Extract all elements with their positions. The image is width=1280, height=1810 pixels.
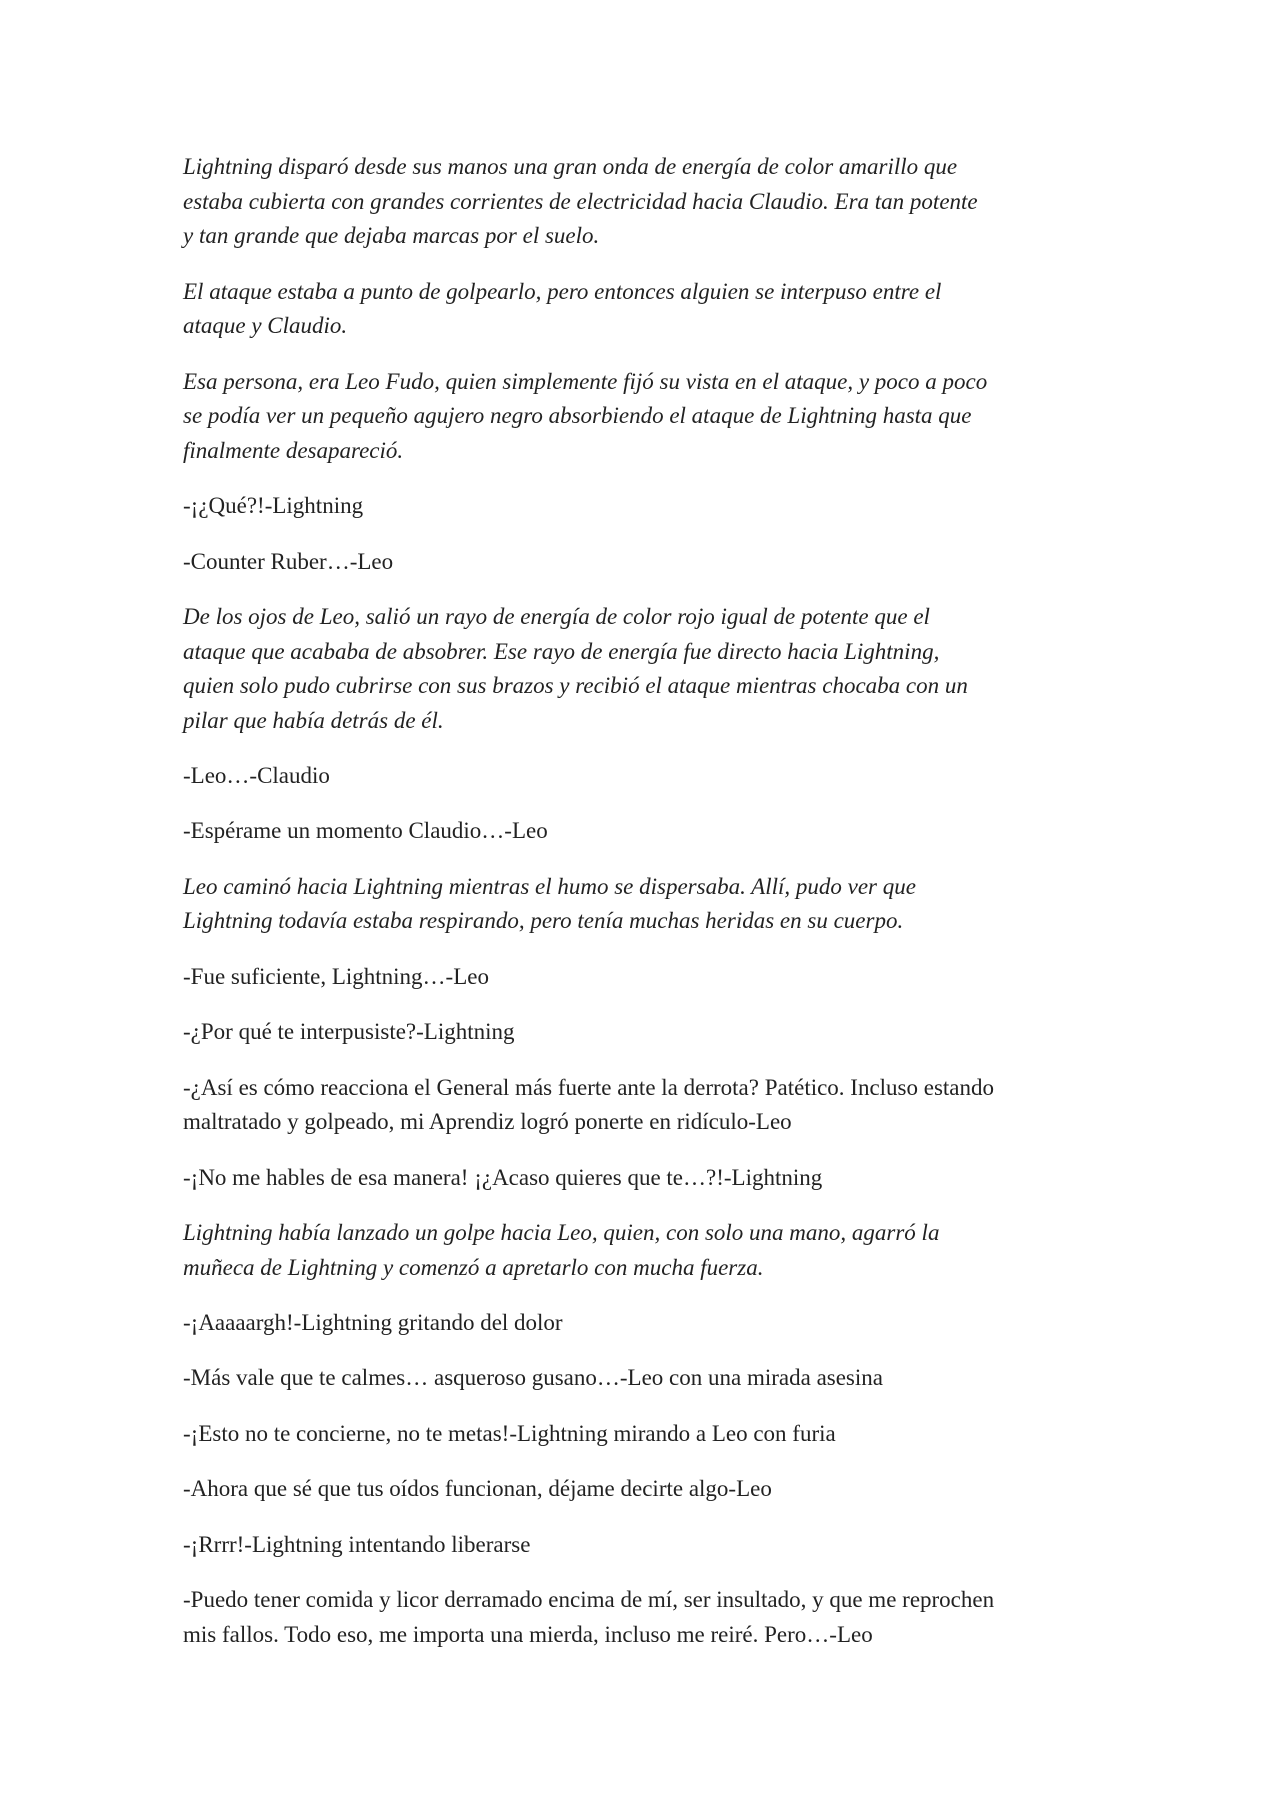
text-line: -Fue suficiente, Lightning…-Leo [183,963,489,989]
narration-paragraph [183,365,1103,469]
text-line: ataque que acababa de absobrer. Ese rayo de energía fue directo hacia Lightning, [183,638,940,664]
text-line: Lightning había lanzado un golpe hacia Leo, quien, con solo una mano, agarró la [183,1220,940,1246]
text-line: pilar que había detrás de él. [183,707,444,733]
narration-paragraph [183,870,1103,939]
dialogue-paragraph [183,1161,1103,1196]
text-line: -¡Esto no te concierne, no te metas!-Lightning mirando a Leo con furia [183,1420,836,1446]
text-line: -Leo…-Claudio [183,763,330,789]
text-line: Leo caminó hacia Lightning mientras el humo se dispersaba. Allí, pudo ver que [183,873,916,899]
dialogue-paragraph [183,1015,1103,1050]
text-line: ataque y Claudio. [183,313,348,339]
dialogue-paragraph [183,1472,1103,1507]
text-line: -Espérame un momento Claudio…-Leo [183,818,548,844]
text-line: mis fallos. Todo eso, me importa una mierda, incluso me reiré. Pero…-Leo [183,1621,873,1647]
text-line: y tan grande que dejaba marcas por el suelo. [183,223,600,249]
dialogue-paragraph [183,1583,1103,1652]
dialogue-paragraph [183,960,1103,995]
text-line: se podía ver un pequeño agujero negro absorbiendo el ataque de Lightning hasta que [183,403,972,429]
narration-paragraph [183,275,1103,344]
dialogue-paragraph [183,1528,1103,1563]
document-page [183,150,1103,1673]
text-line: -Más vale que te calmes… asqueroso gusano…-Leo con una mirada asesina [183,1365,883,1391]
dialogue-paragraph [183,1306,1103,1341]
dialogue-paragraph [183,814,1103,849]
text-line: -¿Por qué te interpusiste?-Lightning [183,1019,515,1045]
dialogue-paragraph [183,759,1103,794]
text-line: El ataque estaba a punto de golpearlo, pero entonces alguien se interpuso entre el [183,278,942,304]
text-line: De los ojos de Leo, salió un rayo de energía de color rojo igual de potente que el [183,603,930,629]
text-line: quien solo pudo cubrirse con sus brazos y recibió el ataque mientras chocaba con un [183,673,968,699]
text-line: -¡No me hables de esa manera! ¡¿Acaso quieres que te…?!-Lightning [183,1164,823,1190]
narration-paragraph [183,600,1103,738]
dialogue-paragraph [183,1071,1103,1140]
text-line: -¡¿Qué?!-Lightning [183,493,364,519]
text-line: finalmente desapareció. [183,437,404,463]
text-line: estaba cubierta con grandes corrientes de electricidad hacia Claudio. Era tan potente [183,188,978,214]
text-line: maltratado y golpeado, mi Aprendiz logró ponerte en ridículo-Leo [183,1109,792,1135]
text-line: -¡Rrrr!-Lightning intentando liberarse [183,1531,531,1557]
text-line: -¡Aaaaargh!-Lightning gritando del dolor [183,1310,563,1335]
text-line: Lightning todavía estaba respirando, pero tenía muchas heridas en su cuerpo. [183,908,904,934]
narration-paragraph [183,1216,1103,1285]
dialogue-paragraph [183,1417,1103,1452]
text-line: -Ahora que sé que tus oídos funcionan, déjame decirte algo-Leo [183,1476,772,1502]
text-line: muñeca de Lightning y comenzó a apretarlo con mucha fuerza. [183,1254,764,1280]
narration-paragraph [183,150,1103,254]
text-line: -Counter Ruber…-Leo [183,548,394,574]
text-line: -¿Así es cómo reacciona el General más fuerte ante la derrota? Patético. Incluso estando [183,1074,995,1100]
text-line: Esa persona, era Leo Fudo, quien simplemente fijó su vista en el ataque, y poco a poco [183,368,988,394]
text-line: -Puedo tener comida y licor derramado encima de mí, ser insultado, y que me reprochen [183,1586,995,1612]
dialogue-paragraph [183,489,1103,524]
dialogue-paragraph [183,545,1103,580]
text-line: Lightning disparó desde sus manos una gran onda de energía de color amarillo que [183,154,958,179]
dialogue-paragraph [183,1361,1103,1396]
